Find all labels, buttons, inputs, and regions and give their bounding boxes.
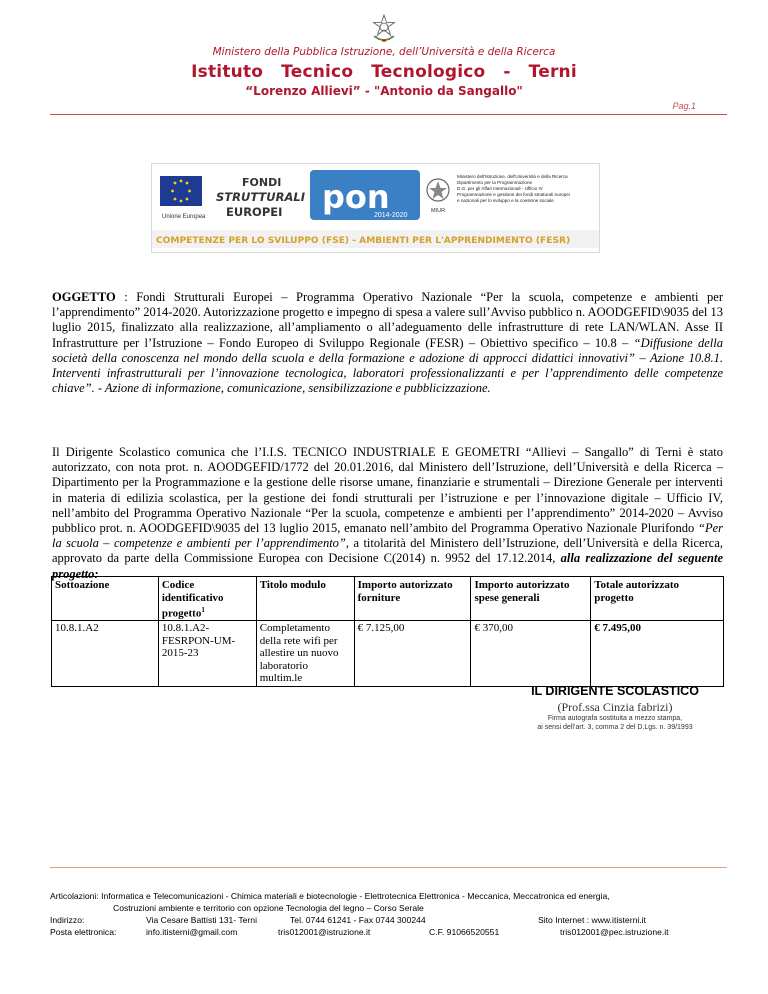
- footer-email[interactable]: info.itisterni@gmail.com: [146, 927, 238, 937]
- subject-label: OGGETTO: [52, 290, 116, 304]
- table-cell: 10.8.1.A2: [52, 621, 159, 687]
- footer-phone: Tel. 0744 61241 - Fax 0744 300244: [290, 915, 426, 925]
- fondi-line-2: STRUTTURALI: [216, 190, 305, 204]
- footer-address-label: Indirizzo:: [50, 915, 85, 925]
- table-cell: € 7.495,00: [591, 621, 724, 687]
- table-header: Codice identificativo progetto$^1$: [158, 577, 256, 621]
- header-divider: [50, 114, 727, 115]
- fondi-line-3: EUROPEI: [226, 205, 283, 219]
- banner-strip: COMPETENZE PER LO SVILUPPO (FSE) - AMBIENTI PER L'APPRENDIMENTO (FESR): [156, 236, 571, 246]
- subject-paragraph: OGGETTO : Fondi Strutturali Europei – Programma Operativo Nazionale “Per la scuola, competenze e ambienti per l’apprendimento” 2014-2020. Autorizzazione progetto e impegno di spesa a valere sull’Avviso pubblico n. AOODGEFID\9035 del 13 luglio 2015, finalizzato alla realizzazione, all’ampliamento o all’adeguamento delle infrastrutture di rete LAN/WLAN. Asse II Infrastrutture per l’Istruzione – Fondo Europeo di Sviluppo Regionale (FESR) – Obiettivo specifico – 10.8 – “Diffusione della società della conoscenza nel mondo della scuola e della formazione e adozione di approcci didattici innovativi” – Azione 10.8.1. Interventi infrastrutturali per l’innovazione tecnologica, laboratori professionalizzanti e per l’apprendimento delle competenze chiave”. - Azione di informazione, comunicazione, sensibilizzazione e pubblicizzazione.: [52, 290, 724, 396]
- school-name: Istituto Tecnico Tecnologico - Terni: [191, 62, 577, 82]
- banner-ministry-line: Programmazione e gestione dei fondi strutturali europei: [457, 192, 570, 197]
- table-header-row: [52, 577, 724, 621]
- banner-ministry-line: D.G. per gli Affari Internazionali - Ufficio IV: [457, 186, 543, 191]
- table-row: [52, 621, 724, 687]
- pon-text: pon: [322, 178, 390, 216]
- table-cell: Completamento della rete wifi per allestire un nuovo laboratorio multim.le: [256, 621, 354, 687]
- ministry-name: Ministero della Pubblica Istruzione, dell’Università e della Ricerca: [212, 46, 556, 58]
- project-table: [51, 576, 724, 687]
- banner-ministry-line: Ministero dell'Istruzione, dell'Università e della Ricerca: [457, 174, 568, 179]
- table-header: Titolo modulo: [256, 577, 354, 621]
- footer-divider: [50, 867, 727, 868]
- banner-ministry-line: Dipartimento per la Programmazione: [457, 180, 533, 185]
- banner-ministry-line: e nazionali per lo sviluppo e la coesione sociale: [457, 198, 554, 203]
- table-header: Totale autorizzato progetto: [591, 577, 724, 621]
- pon-banner: [151, 163, 600, 253]
- footer-website[interactable]: Sito Internet : www.itisterni.it: [538, 915, 646, 925]
- table-cell: € 370,00: [471, 621, 591, 687]
- footer-mail-label: Posta elettronica:: [50, 927, 117, 937]
- footer-articulations: Articolazioni: Informatica e Telecomunicazioni - Chimica materiali e biotecnologie - Elettrotecnica Elettronica - Meccanica, Meccatronica ed energia,: [50, 891, 610, 901]
- eu-flag-icon: [160, 176, 202, 206]
- table-header: Sottoazione: [52, 577, 159, 621]
- table-header: Importo autorizzato spese generali: [471, 577, 591, 621]
- footer-email-istruzione[interactable]: tris012001@istruzione.it: [278, 927, 371, 937]
- table-cell: € 7.125,00: [354, 621, 471, 687]
- miur-label: MIUR: [431, 208, 446, 214]
- eu-label: Unione Europea: [162, 214, 206, 220]
- fondi-line-1: FONDI: [242, 176, 282, 189]
- footer-address: Via Cesare Battisti 131- Terni: [146, 915, 257, 925]
- italian-republic-emblem-icon: [371, 14, 397, 44]
- signatory-title: IL DIRIGENTE SCOLASTICO: [531, 684, 699, 698]
- pon-logo-icon: [310, 170, 420, 220]
- table-cell: 10.8.1.A2-FESRPON-UM-2015-23: [158, 621, 256, 687]
- table-header: Importo autorizzato forniture: [354, 577, 471, 621]
- pon-years: 2014-2020: [374, 212, 408, 219]
- body-paragraph: Il Dirigente Scolastico comunica che l’I.I.S. TECNICO INDUSTRIALE E GEOMETRI “Allievi – Sangallo” di Terni è stato autorizzato, con nota prot. n. AOODGEFID/1772 del 20.01.2016, dal Ministero dell’Istruzione, dell’Università e della Ricerca – Dipartimento per la Programmazione e la gestione delle risorse umane, finanziarie e strumentali – Direzione Generale per interventi in materia di edilizia scolastica, per la gestione dei fondi strutturali per l’istruzione e per l’innovazione digitale – Ufficio IV, nell’ambito del Programma Operativo Nazionale “Per la scuola, competenze e ambienti per l’apprendimento” 2014-2020 – Avviso pubblico prot. n. AOODGEFID\9035 del 13 luglio 2015, emanato nell’ambito del Programma Operativo Nazionale Plurifondo “Per la scuola – competenze e ambienti per l’apprendimento”, a titolarità del Ministero dell’Istruzione, dell’Università e della Ricerca, approvato da parte della Commissione Europea con Decisione C(2014) n. 9952 del 17.12.2014, alla realizzazione del seguente progetto:: [52, 445, 724, 581]
- footer-pec[interactable]: tris012001@pec.istruzione.it: [560, 927, 669, 937]
- footer-tax-code: C.F. 91066520551: [429, 927, 500, 937]
- footer-articulations-2: Costruzioni ambiente e territorio con opzione Tecnologia del legno – Corso Serale: [113, 903, 424, 913]
- signatory-name: (Prof.ssa Cinzia fabrizi): [557, 700, 673, 714]
- signature-note: Firma autografa sostituita a mezzo stampa, ai sensi dell’art. 3, comma 2 del D.Lgs. n. 39/1993: [537, 715, 693, 731]
- school-subtitle: “Lorenzo Allievi” - "Antonio da Sangallo": [245, 84, 523, 98]
- page-number: Pag.1: [672, 101, 696, 111]
